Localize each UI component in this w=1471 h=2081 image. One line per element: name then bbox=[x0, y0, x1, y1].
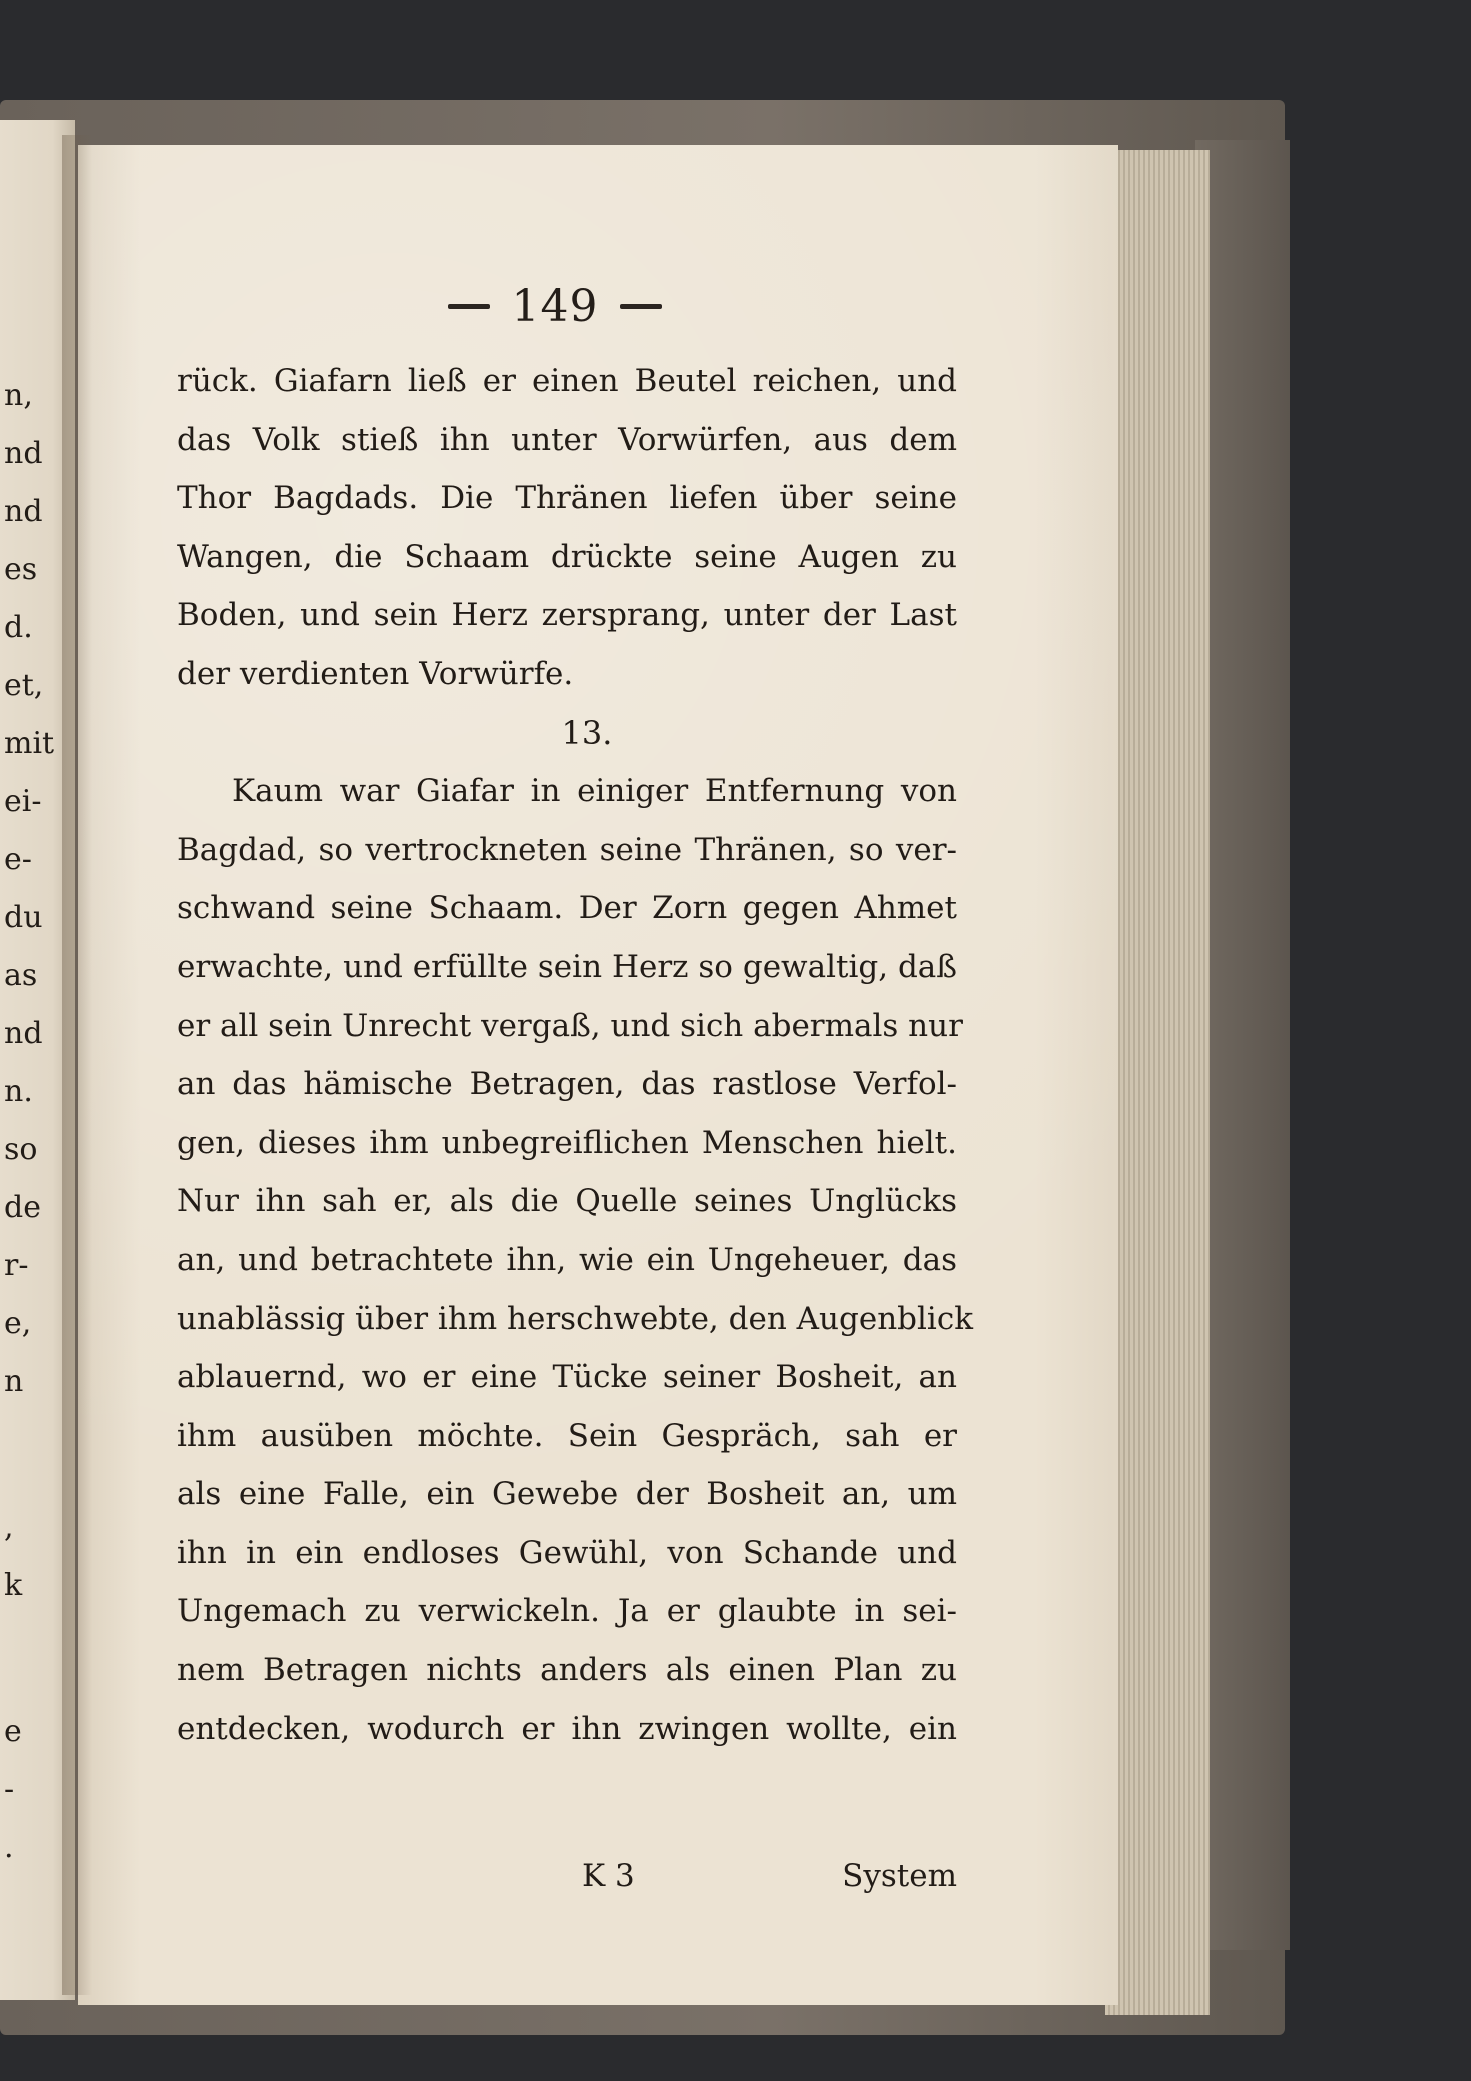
text-line: Bagdad, so vertrockneten seine Thränen, so ver- bbox=[177, 831, 957, 868]
left-fragment: , bbox=[4, 1510, 14, 1545]
text-line: an, und betrachtete ihn, wie ein Ungeheuer, das bbox=[177, 1241, 957, 1278]
page-footer bbox=[177, 1858, 957, 1906]
text-line: nem Betragen nichts anders als einen Plan zu bbox=[177, 1652, 957, 1689]
left-fragment: . bbox=[4, 1830, 14, 1865]
text-line: Thor Bagdads. Die Thränen liefen über seine bbox=[177, 480, 957, 517]
text-line: gen, dieses ihm unbegreiflichen Menschen hielt. bbox=[177, 1124, 957, 1161]
header-dash-left bbox=[448, 304, 490, 309]
text-line: er all sein Unrecht vergaß, und sich abermals nur bbox=[177, 1007, 963, 1044]
left-fragment: nd bbox=[4, 1016, 43, 1051]
page-number: 149 bbox=[511, 280, 599, 332]
left-fragment: n bbox=[4, 1364, 24, 1399]
text-line: das Volk stieß ihn unter Vorwürfen, aus dem bbox=[177, 421, 957, 458]
text-line: Boden, und sein Herz zersprang, unter der Last bbox=[177, 597, 957, 634]
left-fragment: et, bbox=[4, 668, 44, 703]
section-number: 13. bbox=[561, 713, 613, 752]
left-fragment: ei- bbox=[4, 784, 42, 819]
left-fragment: nd bbox=[4, 494, 43, 529]
left-fragment: mit bbox=[4, 726, 55, 761]
text-line: erwachte, und erfüllte sein Herz so gewaltig, daß bbox=[177, 948, 957, 985]
left-fragment: nd bbox=[4, 436, 43, 471]
left-fragment: r- bbox=[4, 1248, 29, 1283]
left-fragment: e, bbox=[4, 1306, 32, 1341]
left-fragment: k bbox=[4, 1568, 23, 1603]
text-line: schwand seine Schaam. Der Zorn gegen Ahmet bbox=[177, 890, 957, 927]
left-fragment: so bbox=[4, 1132, 38, 1167]
left-fragment: n, bbox=[4, 378, 33, 413]
signature-mark: K 3 bbox=[582, 1858, 635, 1894]
text-line: Kaum war Giafar in einiger Entfernung von bbox=[232, 773, 957, 810]
left-fragment: d. bbox=[4, 610, 33, 645]
left-fragment: e bbox=[4, 1714, 22, 1749]
catchword: System bbox=[842, 1858, 957, 1894]
left-fragment: du bbox=[4, 900, 43, 935]
text-line: ihm ausüben möchte. Sein Gespräch, sah er bbox=[177, 1417, 957, 1454]
left-fragment: es bbox=[4, 552, 38, 587]
text-line: unablässig über ihm herschwebte, den Augenblick bbox=[177, 1300, 973, 1337]
header-dash-right bbox=[620, 304, 662, 309]
page-stack-edge bbox=[1105, 150, 1210, 2015]
left-fragment: - bbox=[4, 1772, 15, 1807]
text-line: ablauernd, wo er eine Tücke seiner Bosheit, an bbox=[177, 1359, 957, 1396]
left-fragment: as bbox=[4, 958, 38, 993]
text-line: Ungemach zu verwickeln. Ja er glaubte in sei- bbox=[177, 1593, 957, 1630]
text-line: an das hämische Betragen, das rastlose Verfol- bbox=[177, 1066, 957, 1103]
page-gutter-shadow bbox=[62, 135, 92, 1995]
running-head bbox=[410, 276, 700, 336]
text-line: als eine Falle, ein Gewebe der Bosheit an, um bbox=[177, 1476, 957, 1513]
text-line: Nur ihn sah er, als die Quelle seines Unglücks bbox=[177, 1183, 957, 1220]
text-line: entdecken, wodurch er ihn zwingen wollte, ein bbox=[177, 1710, 957, 1747]
left-fragment: e- bbox=[4, 842, 32, 877]
text-line: der verdienten Vorwürfe. bbox=[177, 655, 574, 692]
text-line: rück. Giafarn ließ er einen Beutel reichen, und bbox=[177, 363, 957, 399]
page-body bbox=[177, 352, 973, 1758]
left-fragment: n. bbox=[4, 1074, 33, 1109]
left-fragment: de bbox=[4, 1190, 41, 1225]
text-line: Wangen, die Schaam drückte seine Augen zu bbox=[177, 538, 957, 575]
text-line: ihn in ein endloses Gewühl, von Schande und bbox=[177, 1534, 957, 1571]
